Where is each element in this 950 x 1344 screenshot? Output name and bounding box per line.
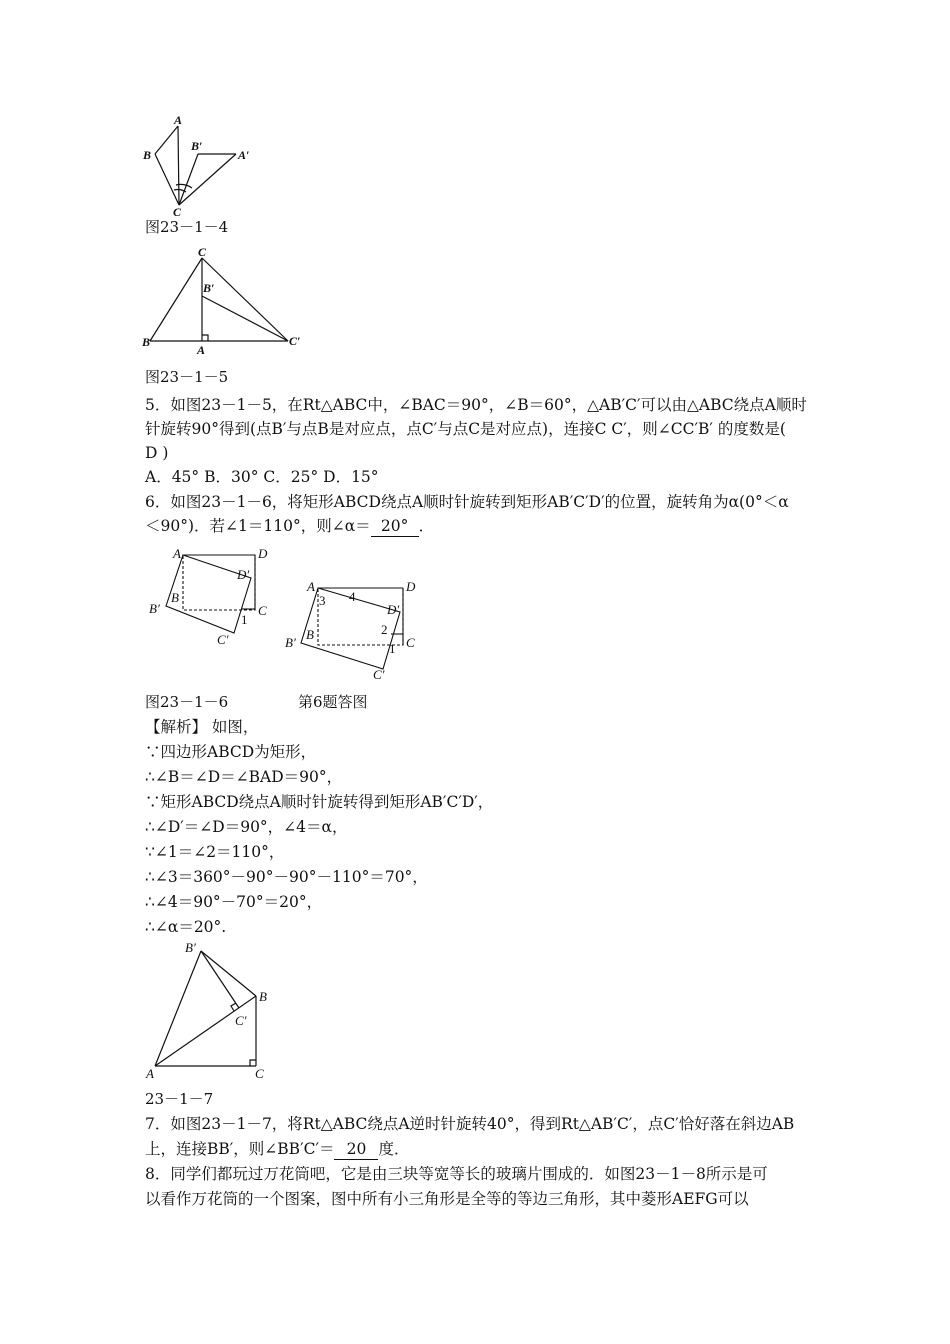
q5-line-1: 5．如图23－1－5，在Rt△ABC中，∠BAC＝90°，∠B＝60°，△AB′C′可以由△ABC绕点A顺时 xyxy=(145,396,807,414)
figure-23-1-5-svg xyxy=(140,244,310,359)
segment-CB xyxy=(150,258,202,341)
q5-answer: D xyxy=(145,444,158,462)
q7-answer-blank: 20 xyxy=(334,1139,378,1160)
label-D-prime: D′ xyxy=(237,567,250,582)
label-D-prime: D′ xyxy=(387,602,400,617)
caption-figure-23-1-6: 图23－1－6 xyxy=(145,693,229,711)
label-D: D xyxy=(406,579,416,594)
q7-line-2 xyxy=(145,1139,409,1160)
label-B: B xyxy=(259,989,267,1004)
segment-CC-prime xyxy=(202,258,288,341)
q6-line-1: 6．如图23－1－6，将矩形ABCD绕点A顺时针旋转到矩形AB′C′D′的位置，旋转角为α(0°＜α xyxy=(145,493,789,511)
analysis-step-4: ∴∠D′＝∠D＝90°，∠4＝α， xyxy=(145,818,348,836)
q5-line-3 xyxy=(145,443,168,463)
figure-23-1-6-svg xyxy=(145,545,275,650)
label-B: B xyxy=(142,335,151,349)
label-B: B xyxy=(143,148,152,162)
label-angle-1: 1 xyxy=(241,612,248,627)
label-B-prime: B′ xyxy=(185,940,196,955)
right-angle-mark-A xyxy=(202,335,208,341)
label-B-prime: B′ xyxy=(191,139,203,153)
label-angle-4: 4 xyxy=(349,589,356,604)
figure-q6-answer xyxy=(285,577,425,682)
analysis-step-3: ∵矩形ABCD绕点A顺时针旋转得到矩形AB′C′D′， xyxy=(145,793,494,811)
analysis-step-6: ∴∠3＝360°－90°－90°－110°＝70°， xyxy=(145,868,428,886)
q5-options: A．45° B．30° C．25° D．15° xyxy=(145,468,379,486)
label-A: A xyxy=(307,579,315,594)
label-C-prime: C′ xyxy=(289,334,301,348)
segment-AC xyxy=(178,126,179,205)
q6-line-2-pre: ＜90°)．若∠1＝110°，则∠α＝ xyxy=(145,517,371,535)
label-B-prime: B′ xyxy=(203,281,215,295)
analysis-step-7: ∴∠4＝90°－70°＝20°， xyxy=(145,893,323,911)
figure-23-1-4 xyxy=(140,112,270,217)
label-B: B xyxy=(171,590,179,605)
segment-AB xyxy=(155,126,178,154)
label-C: C xyxy=(173,205,182,219)
caption-figure-23-1-4: 图23－1－4 xyxy=(145,218,229,236)
label-D: D xyxy=(258,546,268,561)
q7-line-1: 7．如图23－1－7，将Rt△ABC绕点A逆时针旋转40°，得到Rt△AB′C′，点C′恰好落在斜边AB xyxy=(145,1115,795,1133)
q7-line-2-post: 度． xyxy=(378,1140,410,1158)
label-B-prime: B′ xyxy=(149,601,160,616)
caption-figure-23-1-7: 23－1－7 xyxy=(145,1090,214,1108)
label-A: A xyxy=(197,343,206,357)
segment-A1C xyxy=(179,154,236,205)
label-A: A xyxy=(146,1066,154,1081)
caption-figure-23-1-5: 图23－1－5 xyxy=(145,368,229,386)
figure-q6-answer-svg xyxy=(285,577,425,682)
segment-AB-prime xyxy=(155,951,201,1066)
q5-line-3-tail: ) xyxy=(157,444,169,462)
label-C-prime: C′ xyxy=(373,667,385,682)
label-angle-1: 1 xyxy=(389,641,396,656)
analysis-step-1: ∵四边形ABCD为矩形， xyxy=(145,743,317,761)
analysis-step-5: ∵∠1＝∠2＝110°， xyxy=(145,843,285,861)
label-C-prime: C′ xyxy=(235,1013,247,1028)
label-C: C xyxy=(198,245,207,259)
caption-figure-q6-answer: 第6题答图 xyxy=(298,693,368,711)
label-angle-3: 3 xyxy=(319,593,326,608)
label-C: C xyxy=(406,635,415,650)
segment-BC xyxy=(155,154,179,205)
figure-23-1-4-svg xyxy=(140,112,270,217)
label-C: C xyxy=(255,1066,264,1081)
figure-23-1-7-svg xyxy=(143,938,278,1083)
label-angle-2: 2 xyxy=(381,622,388,637)
q8-line-2: 以看作万花筒的一个图案，图中所有小三角形是全等的等边三角形，其中菱形AEFG可以 xyxy=(145,1190,749,1208)
q5-line-2: 针旋转90°得到(点B′与点B是对应点，点C′与点C是对应点)，连接C C′，则∠CC′B′ 的度数是( xyxy=(145,420,786,438)
figure-23-1-5 xyxy=(140,244,310,359)
label-A: A xyxy=(173,546,181,561)
analysis-step-2: ∴∠B＝∠D＝∠BAD＝90°， xyxy=(145,768,343,786)
figure-23-1-7 xyxy=(143,938,278,1083)
figure-23-1-6 xyxy=(145,545,275,650)
segment-B-prime-B xyxy=(201,951,256,996)
q6-answer-blank: 20° xyxy=(371,516,419,537)
label-C-prime: C′ xyxy=(217,632,229,647)
segment-B-prime-C-prime xyxy=(202,296,288,341)
label-A-prime: A′ xyxy=(238,148,250,162)
analysis-step-8: ∴∠α＝20°. xyxy=(145,918,227,936)
q6-line-2-post: ． xyxy=(418,517,435,535)
segment-B1C xyxy=(179,154,198,205)
label-C: C xyxy=(258,603,267,618)
q6-line-2 xyxy=(145,516,434,537)
label-B: B xyxy=(306,627,314,642)
q7-line-2-pre: 上，连接BB′，则∠BB′C′＝ xyxy=(145,1140,335,1158)
label-B-prime: B′ xyxy=(285,635,296,650)
segment-B-prime-C-prime xyxy=(201,951,239,1008)
q8-line-1: 8．同学们都玩过万花筒吧，它是由三块等宽等长的玻璃片围成的．如图23－1－8所示是可 xyxy=(145,1165,768,1183)
analysis-title: 【解析】 如图， xyxy=(145,718,259,736)
segment-AB xyxy=(155,996,256,1066)
label-A: A xyxy=(174,113,183,127)
